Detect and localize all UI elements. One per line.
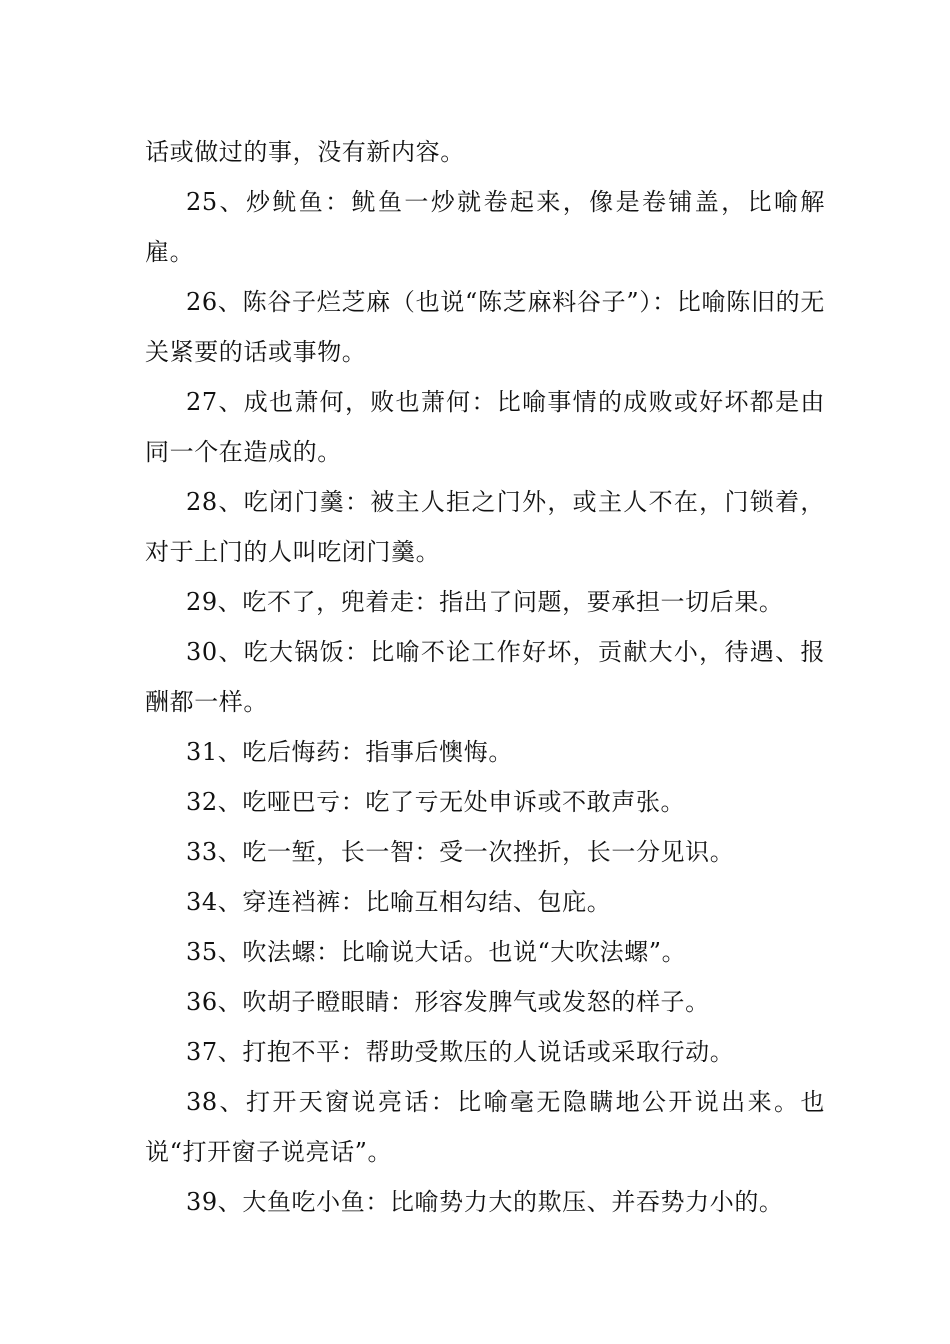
idiom-entry-35: 35、吹法螺：比喻说大话。也说“大吹法螺”。 xyxy=(186,938,687,966)
idiom-entry-25: 25、炒鱿鱼：鱿鱼一炒就卷起来，像是卷铺盖，比喻解雇。 xyxy=(145,188,825,266)
idiom-entry-38: 38、打开天窗说亮话：比喻毫无隐瞒地公开说出来。也说“打开窗子说亮话”。 xyxy=(145,1088,825,1166)
idiom-entry-30: 30、吃大锅饭：比喻不论工作好坏，贡献大小，待遇、报酬都一样。 xyxy=(145,638,825,716)
idiom-entry-34: 34、穿连裆裤：比喻互相勾结、包庇。 xyxy=(186,888,612,916)
idiom-entry-33: 33、吃一堑，长一智：受一次挫折，长一分见识。 xyxy=(186,838,735,866)
idiom-entry-26: 26、陈谷子烂芝麻（也说“陈芝麻料谷子”）：比喻陈旧的无关紧要的话或事物。 xyxy=(145,288,825,366)
idiom-entry-39: 39、大鱼吃小鱼：比喻势力大的欺压、并吞势力小的。 xyxy=(186,1188,784,1216)
idiom-entry-27: 27、成也萧何，败也萧何：比喻事情的成败或好坏都是由同一个在造成的。 xyxy=(145,388,825,466)
idiom-entry-36: 36、吹胡子瞪眼睛：形容发脾气或发怒的样子。 xyxy=(186,988,710,1016)
idiom-entry-32: 32、吃哑巴亏：吃了亏无处申诉或不敢声张。 xyxy=(186,788,686,816)
idiom-entry-37: 37、打抱不平：帮助受欺压的人说话或采取行动。 xyxy=(186,1038,735,1066)
idiom-entry-28: 28、吃闭门羹：被主人拒之门外，或主人不在，门锁着，对于上门的人叫吃闭门羹。 xyxy=(145,488,825,566)
idiom-entry-29: 29、吃不了，兜着走：指出了问题，要承担一切后果。 xyxy=(186,588,784,616)
document-body xyxy=(145,127,825,1227)
idiom-entry-31: 31、吃后悔药：指事后懊悔。 xyxy=(186,738,513,766)
paragraph-continuation: 话或做过的事，没有新内容。 xyxy=(145,138,465,166)
